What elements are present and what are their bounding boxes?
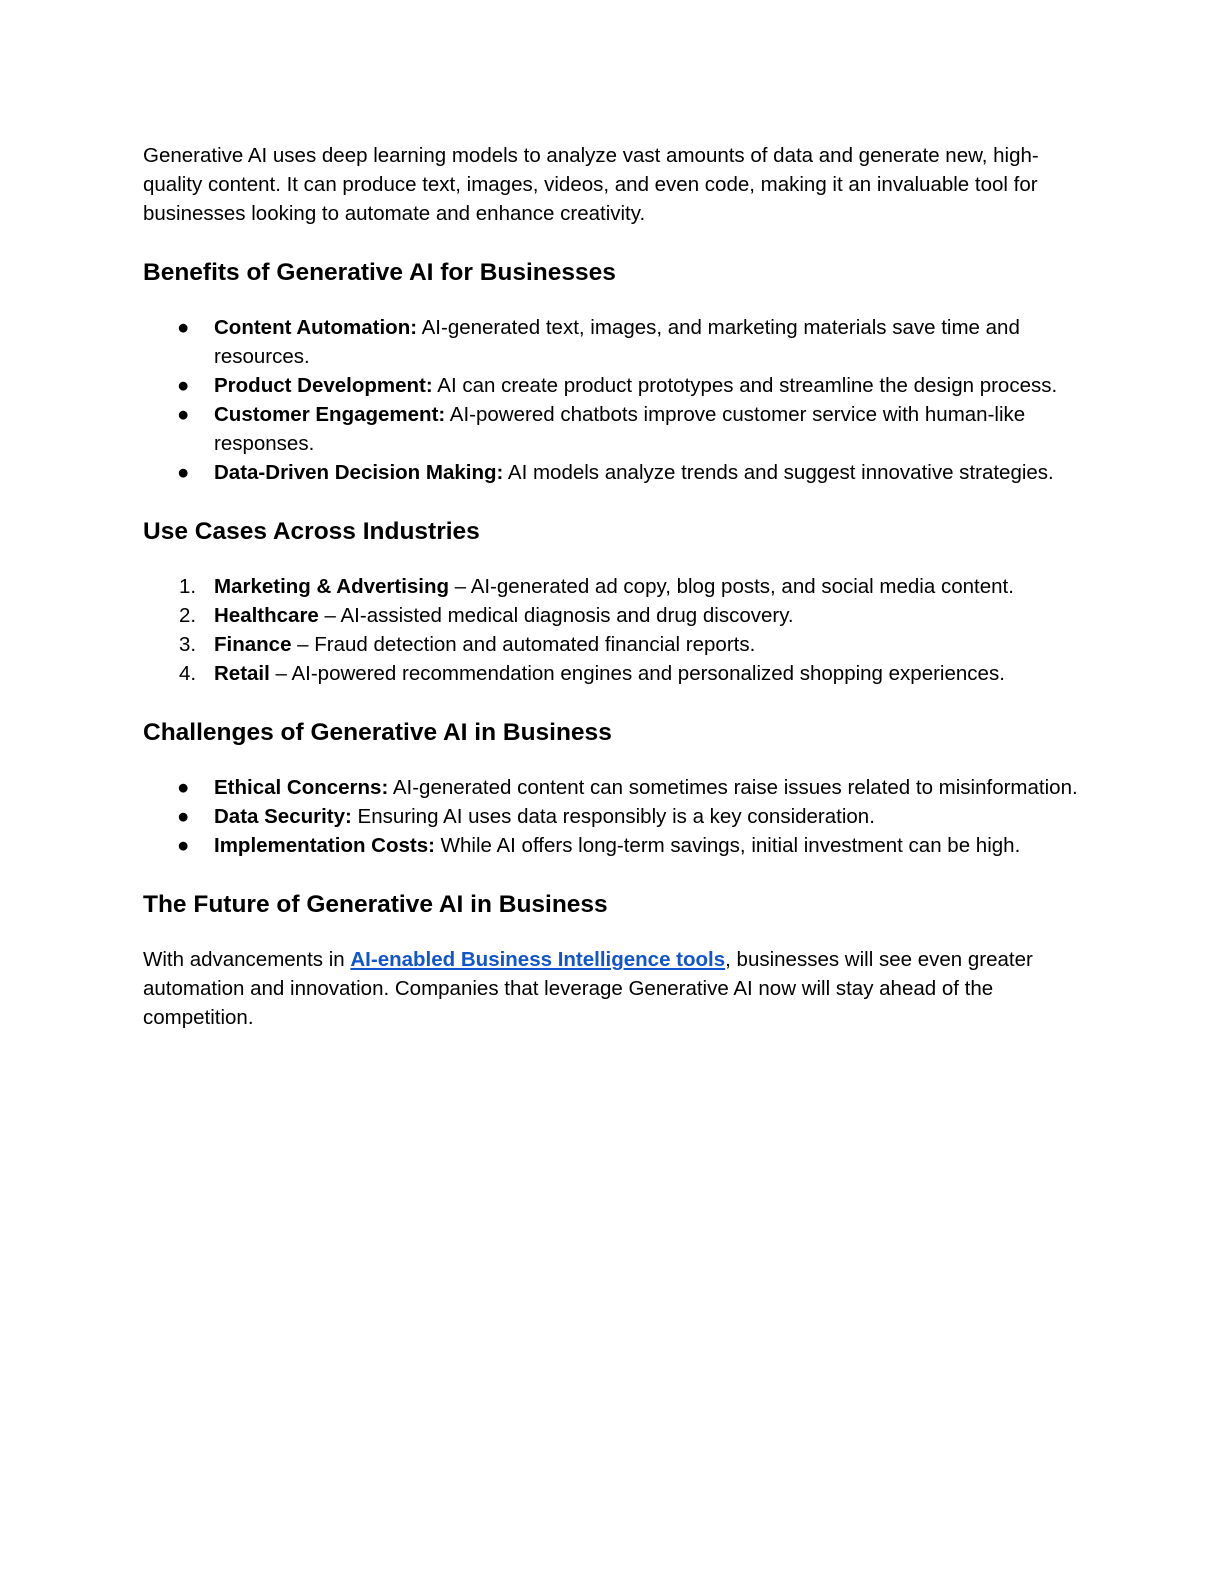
challenges-heading: Challenges of Generative AI in Business	[143, 719, 612, 746]
item-term: Retail	[214, 662, 270, 685]
list-item	[143, 601, 1083, 630]
intro-paragraph: Generative AI uses deep learning models to analyze vast amounts of data and generate new, high-quality content. It can produce text, images, videos, and even code, making it an invaluable tool for businesses looking to automate and enhance creativity.	[143, 144, 1039, 225]
list-item	[143, 773, 1083, 802]
item-text: – AI-powered recommendation engines and personalized shopping experiences.	[269, 662, 1005, 685]
item-text: AI can create product prototypes and streamline the design process.	[432, 374, 1058, 397]
item-text: – AI-generated ad copy, blog posts, and social media content.	[449, 575, 1014, 598]
bullet-icon: ●	[177, 805, 190, 828]
bullet-icon: ●	[177, 316, 190, 339]
item-term: Data-Driven Decision Making:	[214, 461, 504, 484]
item-term: Data Security:	[214, 805, 352, 828]
item-number: 4.	[179, 662, 197, 685]
use-cases-list	[143, 572, 1083, 688]
future-heading: The Future of Generative AI in Business	[143, 891, 608, 918]
item-text: – Fraud detection and automated financial reports.	[291, 633, 756, 656]
item-text: While AI offers long-term savings, initial investment can be high.	[434, 834, 1021, 857]
use-cases-heading: Use Cases Across Industries	[143, 518, 480, 545]
list-item	[143, 802, 1083, 831]
document-page	[143, 141, 1083, 1032]
item-term: Product Development:	[214, 374, 433, 397]
item-term: Implementation Costs:	[214, 834, 435, 857]
item-text: Ensuring AI uses data responsibly is a key consideration.	[351, 805, 875, 828]
item-text: – AI-assisted medical diagnosis and drug discovery.	[318, 604, 794, 627]
item-term: Ethical Concerns:	[214, 776, 389, 799]
challenges-list	[143, 773, 1083, 860]
future-text-after: , businesses will see even greater automation and innovation. Companies that leverage Generative AI now will stay ahead of the competition.	[143, 948, 1033, 1029]
list-item	[143, 400, 1083, 458]
future-text-before: With advancements in	[143, 948, 351, 971]
item-number: 2.	[179, 604, 197, 627]
item-number: 3.	[179, 633, 197, 656]
item-term: Customer Engagement:	[214, 403, 446, 426]
list-item	[143, 371, 1083, 400]
item-number: 1.	[179, 575, 197, 598]
benefits-heading: Benefits of Generative AI for Businesses	[143, 259, 616, 286]
item-term: Finance	[214, 633, 292, 656]
benefits-list	[143, 313, 1083, 487]
list-item	[143, 458, 1083, 487]
bullet-icon: ●	[177, 834, 190, 857]
item-text: AI-generated text, images, and marketing materials save time and resources.	[214, 316, 1020, 368]
list-item	[143, 630, 1083, 659]
bullet-icon: ●	[177, 374, 190, 397]
item-term: Content Automation:	[214, 316, 418, 339]
list-item	[143, 572, 1083, 601]
bullet-icon: ●	[177, 403, 190, 426]
item-text: AI-generated content can sometimes raise issues related to misinformation.	[388, 776, 1078, 799]
item-term: Healthcare	[214, 604, 319, 627]
bullet-icon: ●	[177, 461, 190, 484]
item-term: Marketing & Advertising	[214, 575, 450, 598]
list-item	[143, 831, 1083, 860]
future-paragraph	[143, 945, 1083, 1032]
item-text: AI-powered chatbots improve customer service with human-like responses.	[214, 403, 1026, 455]
list-item	[143, 313, 1083, 371]
list-item	[143, 659, 1083, 688]
item-text: AI models analyze trends and suggest innovative strategies.	[503, 461, 1054, 484]
bullet-icon: ●	[177, 776, 190, 799]
bi-tools-link[interactable]: AI-enabled Business Intelligence tools	[350, 948, 726, 971]
